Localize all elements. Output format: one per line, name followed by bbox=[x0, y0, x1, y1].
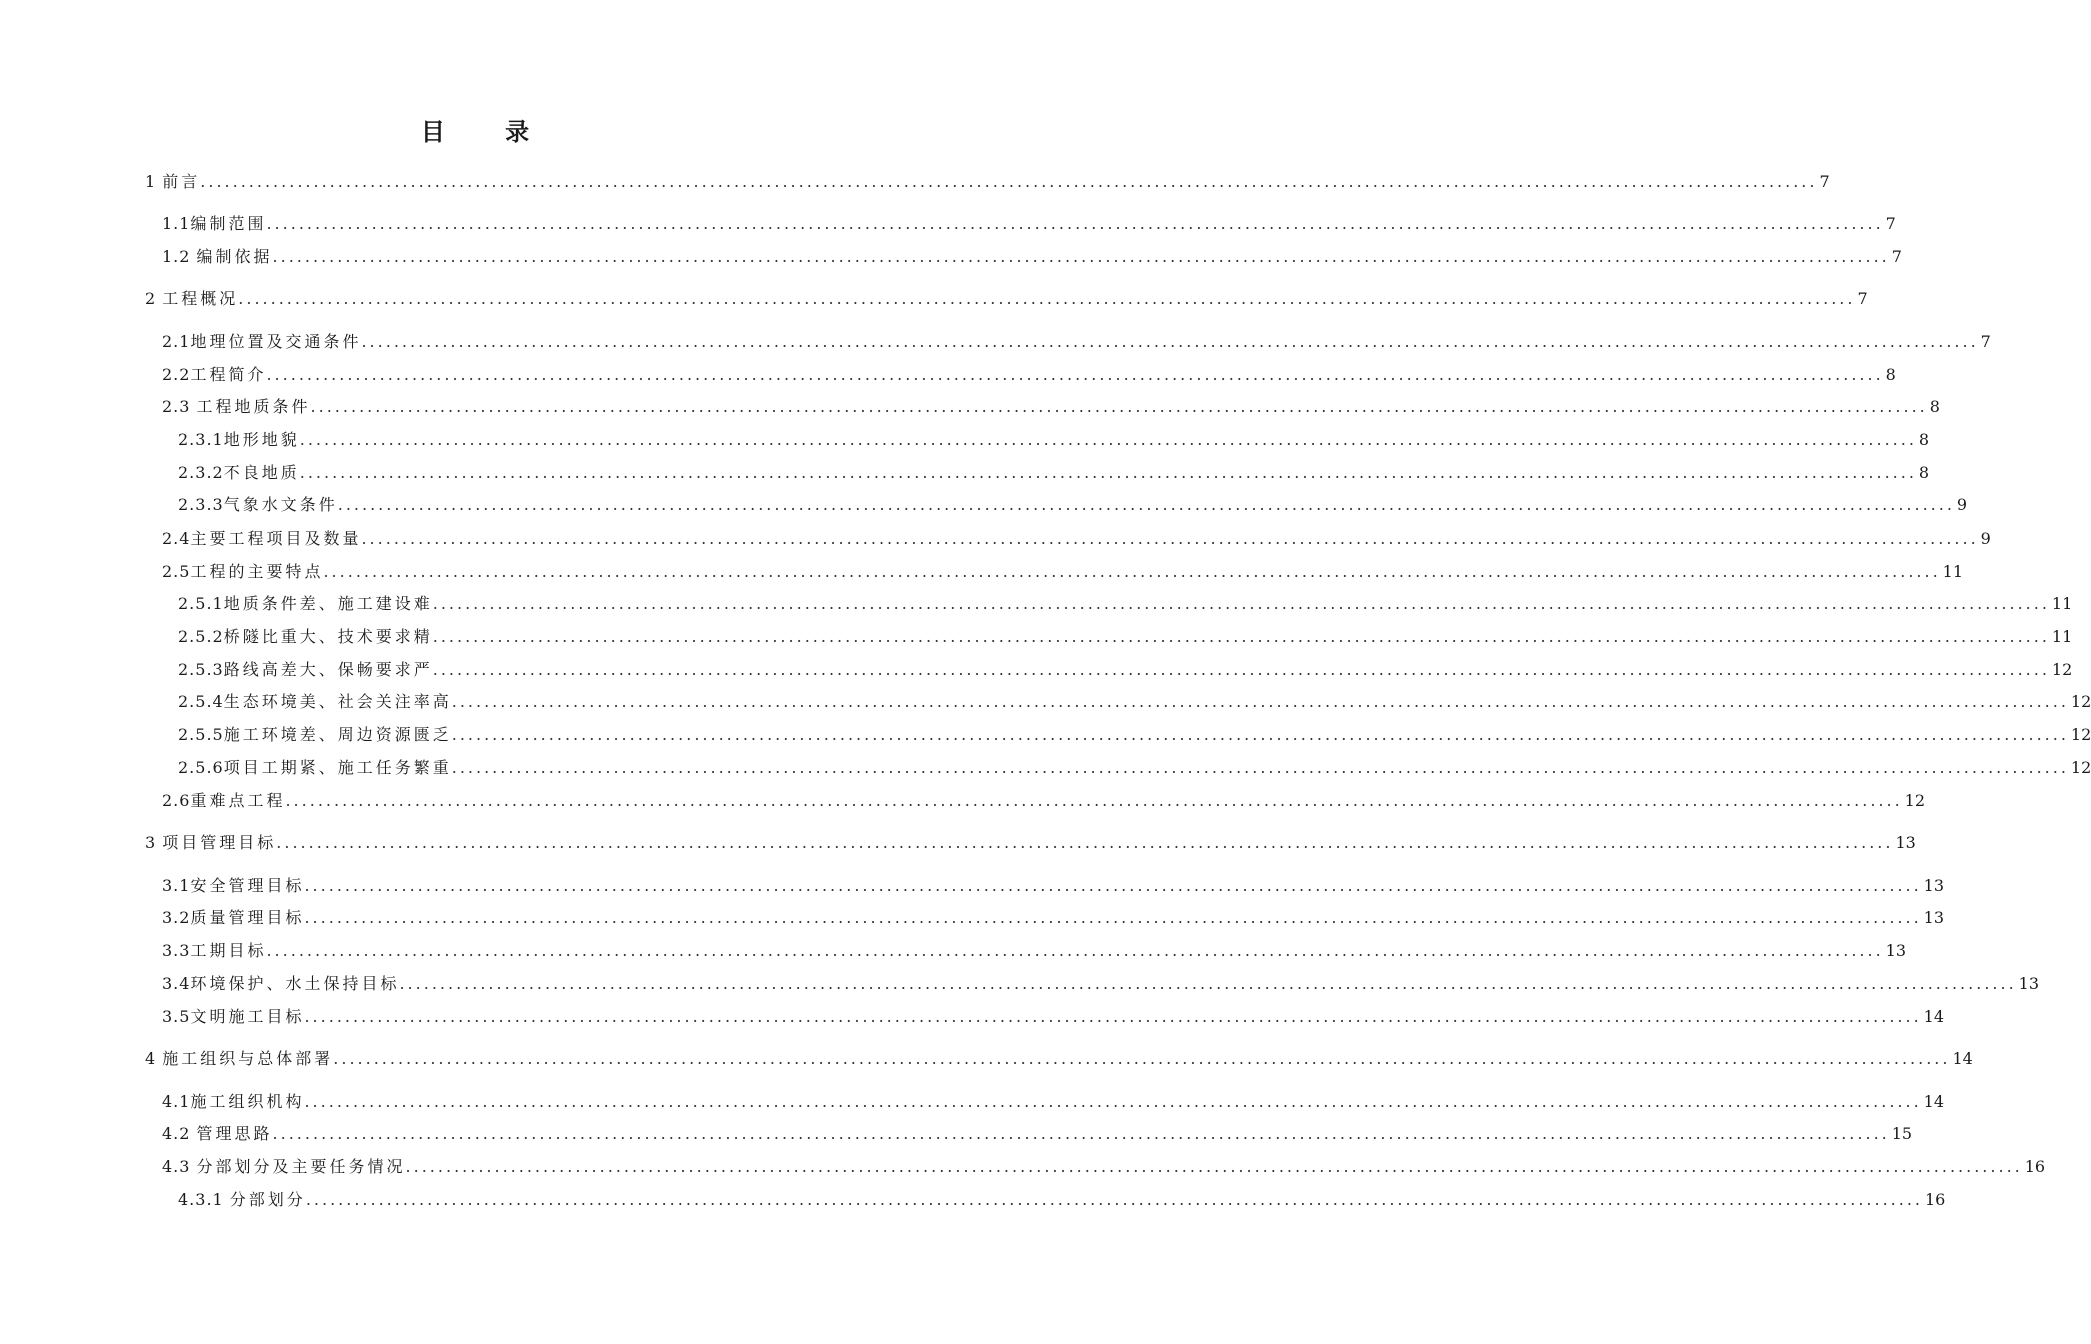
toc-entry-page-number: 16 bbox=[2024, 1157, 2046, 1176]
toc-entry-title: 文明施工目标 bbox=[190, 1007, 305, 1026]
toc-entry-title: 编制依据 bbox=[196, 247, 273, 266]
dot-leader: ........................................................................................................................................................................................................ bbox=[304, 1007, 1922, 1026]
toc-entry[interactable] bbox=[178, 756, 2091, 780]
toc-entry-title: 质量管理目标 bbox=[190, 908, 305, 927]
toc-entry-page-number: 11 bbox=[1942, 562, 1964, 581]
toc-entry-page-number: 16 bbox=[1925, 1190, 1946, 1209]
toc-entry[interactable] bbox=[162, 245, 1902, 269]
toc-entry-page-number: 8 bbox=[1885, 365, 1896, 384]
dot-leader: ........................................................................................................................................................................................................ bbox=[399, 974, 2017, 993]
toc-entry-page-number: 14 bbox=[1952, 1049, 1973, 1068]
toc-entry-number: 2.5.4 bbox=[178, 692, 224, 711]
toc-entry-title: 路线高差大、保畅要求严 bbox=[223, 660, 433, 679]
dot-leader: ........................................................................................................................................................................................................ bbox=[323, 562, 1941, 581]
toc-entry-title: 主要工程项目及数量 bbox=[190, 529, 362, 548]
toc-title: 目 录 bbox=[420, 117, 556, 146]
toc-entry-title: 前言 bbox=[162, 172, 201, 191]
toc-entry[interactable] bbox=[178, 625, 2073, 649]
toc-entry-page-number: 12 bbox=[2051, 660, 2073, 679]
toc-entry-title: 施工组织与总体部署 bbox=[162, 1049, 334, 1068]
dot-leader: ........................................................................................................................................................................................................ bbox=[285, 791, 1903, 810]
toc-entry[interactable] bbox=[162, 939, 1907, 963]
toc-entry-page-number: 13 bbox=[1895, 833, 1916, 852]
toc-entry[interactable] bbox=[162, 906, 1945, 930]
toc-entry-page-number: 7 bbox=[1891, 247, 1902, 266]
toc-entry-title: 工期目标 bbox=[190, 941, 267, 960]
dot-leader: ........................................................................................................................................................................................................ bbox=[451, 725, 2069, 744]
toc-entry-number: 3.3 bbox=[162, 941, 191, 960]
toc-entry-title: 分部划分 bbox=[229, 1190, 306, 1209]
toc-entry-title: 工程地质条件 bbox=[196, 397, 311, 416]
dot-leader: ........................................................................................................................................................................................................ bbox=[266, 365, 1884, 384]
toc-entry-title: 气象水文条件 bbox=[223, 495, 338, 514]
toc-entry-title: 重难点工程 bbox=[190, 791, 286, 810]
toc-entry[interactable] bbox=[178, 723, 2091, 747]
toc-entry-number: 4 bbox=[145, 1049, 163, 1068]
toc-entry-title: 工程概况 bbox=[162, 289, 239, 308]
dot-leader: ........................................................................................................................................................................................................ bbox=[266, 941, 1884, 960]
dot-leader: ........................................................................................................................................................................................................ bbox=[333, 1049, 1951, 1068]
toc-entry[interactable] bbox=[178, 1188, 1946, 1212]
toc-entry[interactable] bbox=[162, 789, 1926, 813]
toc-entry[interactable] bbox=[162, 527, 1991, 551]
dot-leader: ........................................................................................................................................................................................................ bbox=[310, 397, 1928, 416]
dot-leader: ........................................................................................................................................................................................................ bbox=[432, 660, 2050, 679]
toc-entry-number: 1 bbox=[145, 172, 163, 191]
toc-entry-number: 2.5.6 bbox=[178, 758, 224, 777]
toc-entry-number: 4.2 bbox=[162, 1124, 197, 1143]
toc-entry-number: 2.3.1 bbox=[178, 430, 224, 449]
toc-entry[interactable] bbox=[145, 287, 1868, 311]
toc-entry[interactable] bbox=[178, 592, 2073, 616]
toc-entry-number: 4.3 bbox=[162, 1157, 197, 1176]
toc-entry-title: 施工环境差、周边资源匮乏 bbox=[223, 725, 452, 744]
dot-leader: ........................................................................................................................................................................................................ bbox=[405, 1157, 2023, 1176]
toc-entry-number: 3.2 bbox=[162, 908, 191, 927]
toc-entry-title: 项目管理目标 bbox=[162, 833, 277, 852]
toc-entry[interactable] bbox=[162, 1122, 1913, 1146]
toc-entry-number: 3.1 bbox=[162, 876, 191, 895]
toc-entry[interactable] bbox=[145, 170, 1830, 194]
toc-entry[interactable] bbox=[162, 1005, 1945, 1029]
toc-entry-title: 工程简介 bbox=[190, 365, 267, 384]
toc-entry-number: 3.4 bbox=[162, 974, 191, 993]
toc-entry-title: 地形地貌 bbox=[223, 430, 300, 449]
dot-leader: ........................................................................................................................................................................................................ bbox=[304, 876, 1922, 895]
toc-entry-title: 项目工期紧、施工任务繁重 bbox=[223, 758, 452, 777]
toc-entry[interactable] bbox=[178, 690, 2091, 714]
toc-entry-page-number: 12 bbox=[1904, 791, 1926, 810]
toc-entry[interactable] bbox=[162, 212, 1896, 236]
toc-entry-page-number: 13 bbox=[1885, 941, 1907, 960]
toc-entry-page-number: 8 bbox=[1918, 430, 1930, 449]
dot-leader: ........................................................................................................................................................................................................ bbox=[451, 758, 2069, 777]
toc-entry[interactable] bbox=[178, 493, 1968, 517]
toc-entry-title: 桥隧比重大、技术要求精 bbox=[223, 627, 433, 646]
toc-entry-number: 2.5.3 bbox=[178, 660, 224, 679]
toc-entry-number: 2.3 bbox=[162, 397, 197, 416]
toc-entry[interactable] bbox=[162, 560, 1964, 584]
toc-entry-number: 2.5 bbox=[162, 562, 191, 581]
toc-entry-page-number: 14 bbox=[1923, 1007, 1945, 1026]
toc-entry-number: 2.5.2 bbox=[178, 627, 224, 646]
toc-entry[interactable] bbox=[162, 330, 1991, 354]
toc-entry-page-number: 8 bbox=[1918, 463, 1930, 482]
toc-entry-page-number: 7 bbox=[1857, 289, 1868, 308]
toc-entry-title: 管理思路 bbox=[196, 1124, 273, 1143]
dot-leader: ........................................................................................................................................................................................................ bbox=[432, 594, 2050, 613]
toc-entry-number: 3 bbox=[145, 833, 163, 852]
dot-leader: ........................................................................................................................................................................................................ bbox=[238, 289, 1856, 308]
toc-entry-number: 4.1 bbox=[162, 1092, 191, 1111]
toc-entry-title: 分部划分及主要任务情况 bbox=[196, 1157, 406, 1176]
toc-entry[interactable] bbox=[162, 874, 1945, 898]
toc-entry-number: 2.2 bbox=[162, 365, 191, 384]
toc-entry[interactable] bbox=[162, 1090, 1945, 1114]
dot-leader: ........................................................................................................................................................................................................ bbox=[337, 495, 1955, 514]
toc-entry-number: 4.3.1 bbox=[178, 1190, 230, 1209]
toc-entry-number: 2.1 bbox=[162, 332, 191, 351]
toc-entry-page-number: 12 bbox=[2070, 725, 2091, 744]
dot-leader: ........................................................................................................................................................................................................ bbox=[305, 1190, 1923, 1209]
toc-entry-page-number: 12 bbox=[2070, 758, 2091, 777]
toc-entry-page-number: 13 bbox=[1923, 876, 1945, 895]
toc-entry-title: 编制范围 bbox=[190, 214, 267, 233]
toc-entry-number: 2.4 bbox=[162, 529, 191, 548]
dot-leader: ........................................................................................................................................................................................................ bbox=[299, 430, 1917, 449]
toc-entry-page-number: 11 bbox=[2051, 594, 2073, 613]
toc-entry-number: 1.1 bbox=[162, 214, 191, 233]
dot-leader: ........................................................................................................................................................................................................ bbox=[266, 214, 1884, 233]
toc-entry-number: 2.5.1 bbox=[178, 594, 224, 613]
toc-entry[interactable] bbox=[145, 1047, 1973, 1071]
toc-entry[interactable] bbox=[178, 461, 1930, 485]
toc-entry[interactable] bbox=[145, 831, 1916, 855]
toc-entry-number: 2.5.5 bbox=[178, 725, 224, 744]
toc-entry-number: 2 bbox=[145, 289, 163, 308]
dot-leader: ........................................................................................................................................................................................................ bbox=[272, 247, 1890, 266]
toc-entry-page-number: 15 bbox=[1891, 1124, 1913, 1143]
toc-entry-title: 生态环境美、社会关注率高 bbox=[223, 692, 452, 711]
toc-entry[interactable] bbox=[162, 395, 1940, 419]
toc-entry-title: 安全管理目标 bbox=[190, 876, 305, 895]
dot-leader: ........................................................................................................................................................................................................ bbox=[304, 908, 1922, 927]
toc-entry[interactable] bbox=[178, 658, 2073, 682]
toc-entry-number: 2.3.3 bbox=[178, 495, 224, 514]
toc-entry-page-number: 11 bbox=[2051, 627, 2073, 646]
dot-leader: ........................................................................................................................................................................................................ bbox=[361, 332, 1979, 351]
dot-leader: ........................................................................................................................................................................................................ bbox=[361, 529, 1979, 548]
toc-entry-page-number: 9 bbox=[1980, 529, 1991, 548]
dot-leader: ........................................................................................................................................................................................................ bbox=[451, 692, 2069, 711]
toc-entry-page-number: 7 bbox=[1819, 172, 1830, 191]
toc-entry-page-number: 7 bbox=[1980, 332, 1991, 351]
toc-entry-page-number: 13 bbox=[1923, 908, 1945, 927]
toc-entry-title: 地质条件差、施工建设难 bbox=[223, 594, 433, 613]
toc-entry-page-number: 8 bbox=[1929, 397, 1940, 416]
toc-entry-page-number: 7 bbox=[1885, 214, 1896, 233]
toc-entry-number: 3.5 bbox=[162, 1007, 191, 1026]
toc-entry[interactable] bbox=[178, 428, 1930, 452]
toc-entry-number: 2.3.2 bbox=[178, 463, 224, 482]
dot-leader: ........................................................................................................................................................................................................ bbox=[432, 627, 2050, 646]
toc-entry-title: 工程的主要特点 bbox=[190, 562, 324, 581]
toc-entry-page-number: 14 bbox=[1923, 1092, 1945, 1111]
dot-leader: ........................................................................................................................................................................................................ bbox=[272, 1124, 1890, 1143]
toc-entry[interactable] bbox=[162, 363, 1896, 387]
toc-entry[interactable] bbox=[162, 972, 2040, 996]
toc-entry-number: 2.6 bbox=[162, 791, 191, 810]
toc-entry-page-number: 13 bbox=[2018, 974, 2040, 993]
toc-entry-title: 施工组织机构 bbox=[190, 1092, 305, 1111]
dot-leader: ........................................................................................................................................................................................................ bbox=[200, 172, 1818, 191]
toc-entry-page-number: 9 bbox=[1956, 495, 1968, 514]
toc-entry-title: 地理位置及交通条件 bbox=[190, 332, 362, 351]
toc-entry-page-number: 12 bbox=[2070, 692, 2091, 711]
toc-entry-number: 1.2 bbox=[162, 247, 197, 266]
toc-entry-title: 不良地质 bbox=[223, 463, 300, 482]
dot-leader: ........................................................................................................................................................................................................ bbox=[304, 1092, 1922, 1111]
toc-entry[interactable] bbox=[162, 1155, 2046, 1179]
toc-entry-title: 环境保护、水土保持目标 bbox=[190, 974, 400, 993]
dot-leader: ........................................................................................................................................................................................................ bbox=[299, 463, 1917, 482]
dot-leader: ........................................................................................................................................................................................................ bbox=[276, 833, 1894, 852]
